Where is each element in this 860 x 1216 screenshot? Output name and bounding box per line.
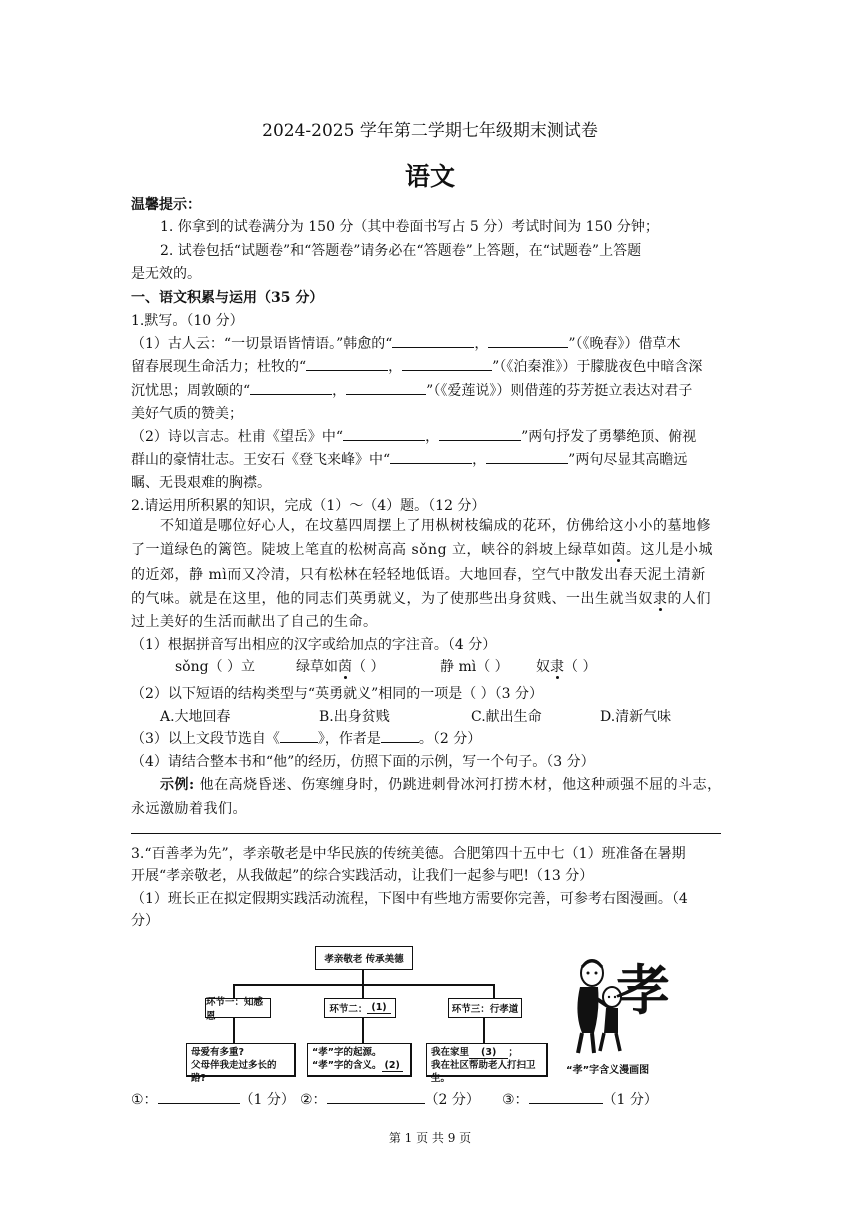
passage-line-2: 了一道绿色的篱笆。陡坡上笔直的松树高高 sǒng 立，峡谷的斜坡上绿草如茵。这儿是小城 bbox=[131, 542, 713, 558]
q1-p1-line1: （1）古人云：“一切景语皆情语。”韩愈的“ ， ”（《晚春》）借草木 bbox=[131, 333, 681, 355]
passage-line-5: 过上美好的生活而献出了自己的生命。 bbox=[131, 614, 378, 630]
flow-top-box: 孝亲敬老 传承美德 bbox=[315, 946, 413, 970]
answer-2-blank[interactable] bbox=[327, 1089, 425, 1104]
q2-sub3: （3）以上文段节选自《 》，作者是 。（2 分） bbox=[131, 728, 481, 750]
answer-1-blank[interactable] bbox=[158, 1089, 240, 1104]
q1-p1-line3: 沉忧思；周敦颐的“ ， ”（《爱莲说》）则借莲的芬芳挺立表达对君子 bbox=[131, 380, 692, 402]
passage-line-4: 的气味。就是在这里，他的同志们英勇就义，为了使那些出身贫贱、一出生就当奴隶的人们 bbox=[131, 591, 711, 607]
stage-1-detail: 母爱有多重? 父母伴我走过多长的路? bbox=[186, 1043, 296, 1077]
section-heading: 一、语文积累与运用（35 分） bbox=[131, 290, 324, 306]
blank bbox=[381, 728, 419, 743]
q2-sub2-title: （2）以下短语的结构类型与“英勇就义”相同的一项是（ ）（3 分） bbox=[131, 686, 544, 702]
stage-1-box: 环节一：知感恩 bbox=[205, 998, 271, 1018]
answer-3-blank[interactable] bbox=[529, 1089, 603, 1104]
exam-title: 2024-2025 学年第二学期七年级期末测试卷 bbox=[262, 121, 598, 141]
passage-line-3: 的近郊，静 mì而又冷清，只有松林在轻轻地低语。大地回春，空气中散发出春天泥土清新 bbox=[131, 567, 706, 583]
stage-2-blank: (1) bbox=[367, 1002, 390, 1014]
answer-2: ②： （2 分） bbox=[300, 1089, 480, 1111]
blank bbox=[306, 356, 388, 371]
blank bbox=[280, 728, 318, 743]
stage-3-box: 环节三：行孝道 bbox=[448, 998, 522, 1018]
q1-p2-line3: 瞩、无畏艰难的胸襟。 bbox=[131, 475, 271, 491]
option-c[interactable]: C.献出生命 bbox=[471, 709, 542, 725]
q3-title-line1: 3.“百善孝为先”，孝亲敬老是中华民族的传统美德。合肥第四十五中七（1）班准备在暑期 bbox=[131, 846, 686, 862]
q2-sub1-item-4: 奴隶（ ） bbox=[536, 659, 597, 675]
option-a[interactable]: A.大地回春 bbox=[160, 709, 231, 725]
example-line-1: 示例: 他在高烧昏迷、伤寒缠身时，仍跳进刺骨冰河打捞木材，他这种顽强不屈的斗志， bbox=[160, 777, 722, 793]
answer-1: ①： （1 分） bbox=[131, 1089, 295, 1111]
blank bbox=[392, 333, 474, 348]
q1-p2-line2: 群山的豪情壮志。王安石《登飞来峰》中“ ， ”两句尽显其高瞻远 bbox=[131, 449, 687, 471]
q2-sub4-title: （4）请结合整本书和“他”的经历，仿照下面的示例，写一个句子。（3 分） bbox=[131, 754, 595, 770]
notice-item-2: 2. 试卷包括“试题卷”和“答题卷”请务必在“答题卷”上答题，在“试题卷”上答题 bbox=[160, 243, 642, 259]
notice-heading: 温馨提示： bbox=[131, 197, 201, 213]
page-number: 第 1 页 共 9 页 bbox=[388, 1131, 472, 1145]
comic-character: 孝 bbox=[616, 958, 670, 1022]
comic-caption: “孝”字含义漫画图 bbox=[566, 1065, 650, 1076]
notice-item-2-cont: 是无效的。 bbox=[131, 266, 201, 282]
detail-2-blank: (2) bbox=[382, 1060, 403, 1072]
q2-sub1-item-1: sǒng（ ）立 bbox=[175, 659, 256, 675]
q1-p1-line2: 留春展现生命活力；杜牧的“ ， ”（《泊秦淮》）于朦胧夜色中暗含深 bbox=[131, 356, 702, 378]
q2-sub1-item-2: 绿草如茵（ ） bbox=[296, 659, 385, 675]
q3-sub1-line1: （1）班长正在拟定假期实践活动流程，下图中有些地方需要你完善，可参考右图漫画。（4 bbox=[131, 891, 688, 907]
detail-3-blank: (3) bbox=[469, 1047, 508, 1059]
blank bbox=[439, 426, 521, 441]
q1-title: 1.默写。（10 分） bbox=[131, 313, 244, 329]
q2-p2-line1: （2）诗以言志。杜甫《望岳》中“ ， ”两句抒发了勇攀绝顶、俯视 bbox=[131, 426, 696, 448]
option-b[interactable]: B.出身贫贱 bbox=[319, 709, 390, 725]
answer-line[interactable] bbox=[131, 833, 721, 834]
blank bbox=[346, 380, 426, 395]
option-d[interactable]: D.清新气味 bbox=[600, 709, 672, 725]
notice-item-1: 1. 你拿到的试卷满分为 150 分（其中卷面书写占 5 分）考试时间为 150 分钟； bbox=[160, 219, 659, 235]
blank bbox=[250, 380, 332, 395]
answer-3: ③： （1 分） bbox=[502, 1089, 658, 1111]
q1-p1-line4: 美好气质的赞美； bbox=[131, 406, 243, 422]
blank bbox=[343, 426, 425, 441]
q3-sub1-line2: 分） bbox=[131, 913, 159, 929]
blank bbox=[390, 449, 472, 464]
blank bbox=[488, 333, 568, 348]
stage-2-box: 环节二： (1) bbox=[324, 998, 396, 1018]
blank bbox=[486, 449, 568, 464]
stage-3-detail: 我在家里 (3) ； 我在社区帮助老人打扫卫生。 bbox=[426, 1043, 548, 1077]
q2-title: 2.请运用所积累的知识，完成（1）～（4）题。（12 分） bbox=[131, 498, 486, 514]
blank bbox=[402, 356, 492, 371]
q3-title-line2: 开展“孝亲敬老，从我做起”的综合实践活动，让我们一起参与吧!（13 分） bbox=[131, 868, 594, 884]
example-line-2: 永远激励着我们。 bbox=[131, 801, 247, 817]
stage-2-detail: “孝”字的起源。 “孝”字的含义。 (2) bbox=[307, 1043, 412, 1077]
q2-sub1-title: （1）根据拼音写出相应的汉字或给加点的字注音。（4 分） bbox=[131, 637, 497, 653]
passage-line-1: 不知道是哪位好心人，在坟墓四周摆上了用枞树枝编成的花环，仿佛给这小小的墓地修 bbox=[160, 518, 711, 534]
subject-title: 语文 bbox=[404, 162, 455, 191]
q2-sub1-item-3: 静 mì（ ） bbox=[440, 659, 509, 675]
